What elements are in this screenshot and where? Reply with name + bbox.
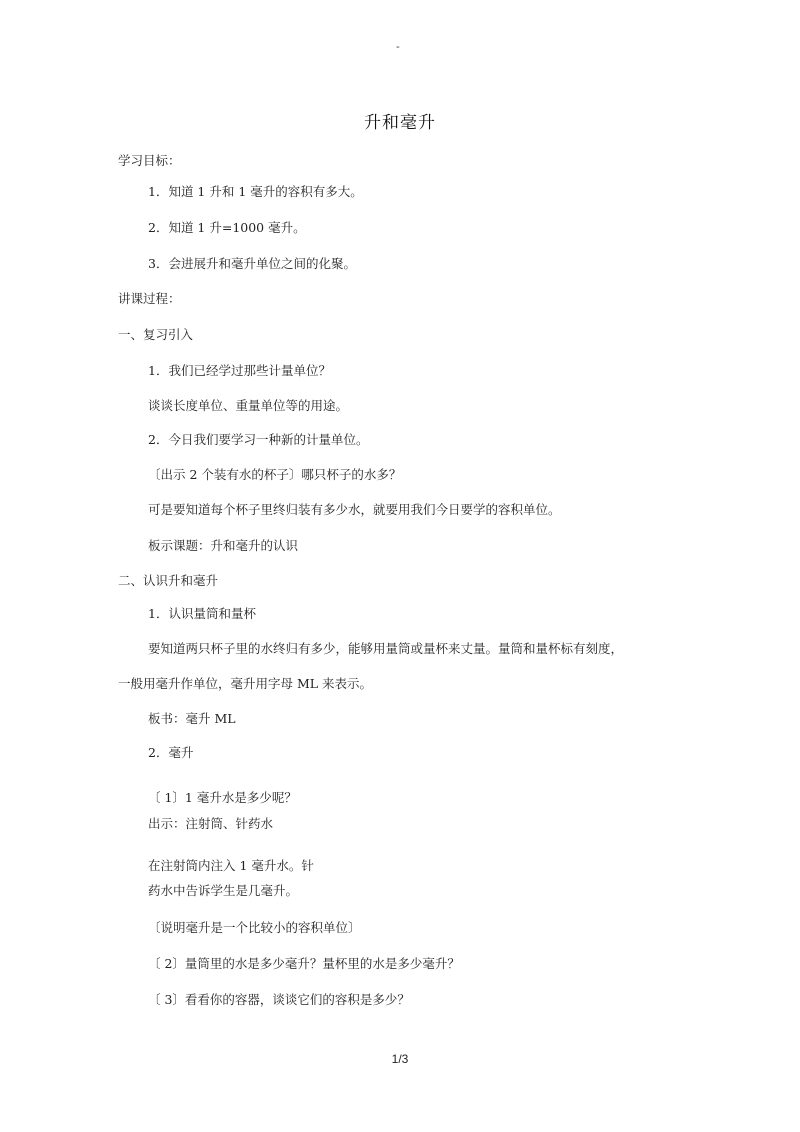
recognize-item-2: 2．毫升 (148, 745, 194, 760)
header-mark: - (396, 40, 400, 53)
page-number: 1/3 (391, 1052, 409, 1066)
sub-item-1: 〔 1〕1 毫升水是多少呢？ (148, 790, 297, 805)
paragraph-text: 出示：注射筒、针药水 (148, 816, 274, 831)
objective-item-3: 3．会进展升和毫升单位之间的化聚。 (148, 256, 356, 271)
objective-item-2: 2．知道 1 升=1000 毫升。 (148, 220, 306, 235)
board-note: 板书：毫升 ML (148, 711, 236, 726)
section-heading-process: 讲课过程： (118, 291, 181, 306)
objective-item-1: 1．知道 1 升和 1 毫升的容积有多大。 (148, 184, 363, 199)
part-heading-review: 一、复习引入 (118, 327, 194, 342)
paragraph-text: 要知道两只杯子里的水终归有多少，能够用量筒或量杯来丈量。量筒和量杯标有刻度， (148, 641, 624, 656)
paragraph-text: 可是要知道每个杯子里终归装有多少水，就要用我们今日要学的容积单位。 (148, 502, 561, 517)
paragraph-text: 谈谈长度单位、重量单位等的用途。 (148, 398, 349, 413)
section-heading-objectives: 学习目标： (118, 153, 181, 168)
sub-item-3: 〔 3〕看看你的容器，谈谈它们的容积是多少？ (148, 992, 410, 1007)
recognize-item-1: 1．认识量筒和量杯 (148, 606, 256, 621)
paragraph-text: 药水中告诉学生是几毫升。 (148, 883, 299, 898)
document-title: 升和毫升 (364, 113, 436, 133)
review-item-1: 1．我们已经学过那些计量单位？ (148, 363, 331, 378)
paragraph-text: 在注射筒内注入 1 毫升水。针 (148, 858, 314, 873)
sub-item-2: 〔 2〕量筒里的水是多少毫升？量杯里的水是多少毫升？ (148, 956, 460, 971)
paragraph-text: 〔说明毫升是一个比较小的容积单位〕 (148, 920, 361, 935)
review-item-2: 2．今日我们要学习一种新的计量单位。 (148, 432, 369, 447)
part-heading-recognize: 二、认识升和毫升 (118, 573, 219, 588)
board-topic: 板示课题：升和毫升的认识 (148, 538, 299, 553)
paragraph-text: 〔出示 2 个装有水的杯子〕哪只杯子的水多？ (148, 467, 402, 482)
paragraph-text-continued: 一般用毫升作单位，毫升用字母 ML 来表示。 (118, 676, 373, 691)
